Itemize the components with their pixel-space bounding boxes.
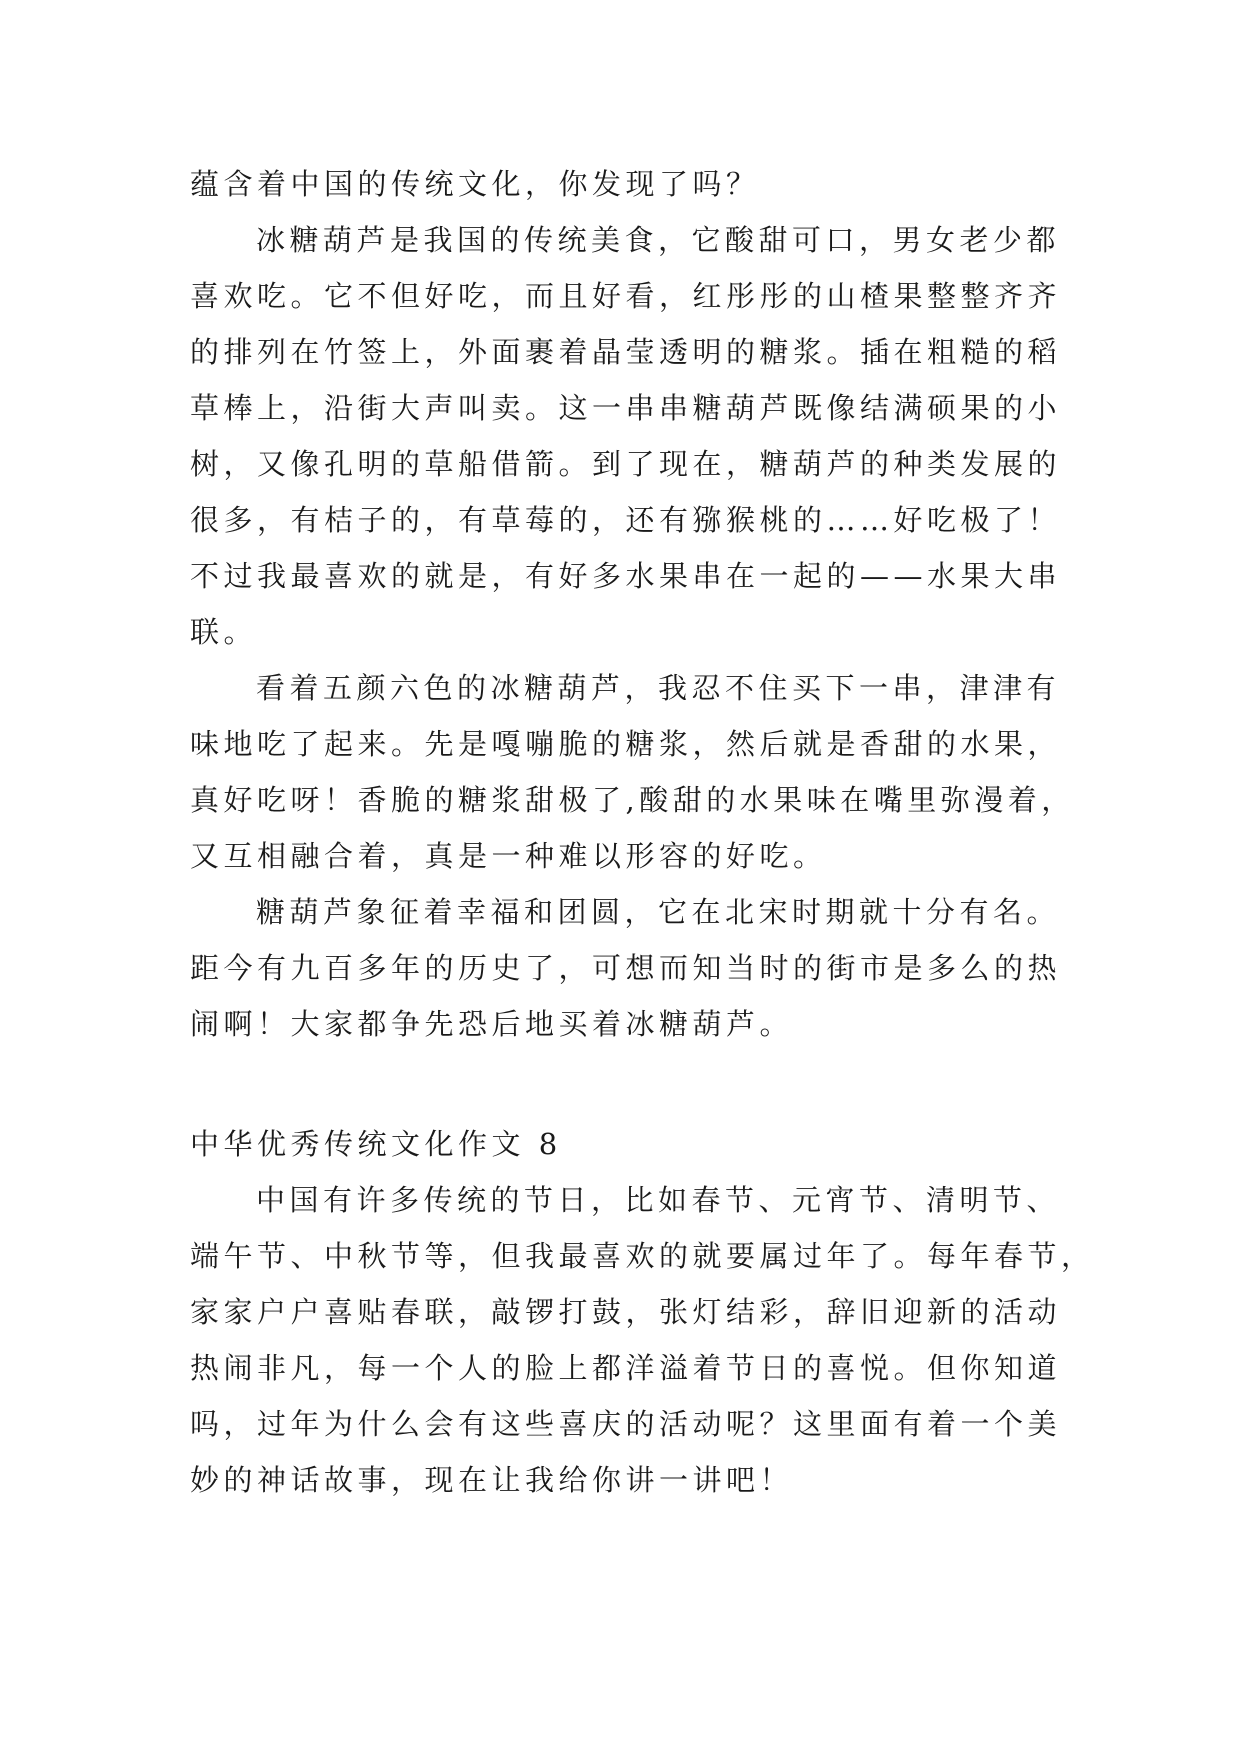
paragraph-first-line: 冰糖葫芦是我国的传统美食，它酸甜可口，男女老少都: [256, 223, 1061, 257]
text-line: 很多，有桔子的，有草莓的，还有猕猴桃的……好吃极了！: [190, 503, 1062, 537]
text-line: 蕴含着中国的传统文化，你发现了吗？: [190, 167, 760, 201]
text-line: 又互相融合着，真是一种难以形容的好吃。: [190, 839, 827, 873]
text-line: 热闹非凡，每一个人的脸上都洋溢着节日的喜悦。但你知道: [190, 1351, 1062, 1385]
text-line: 吗，过年为什么会有这些喜庆的活动呢？这里面有着一个美: [190, 1407, 1062, 1441]
section-heading: 中华优秀传统文化作文 8: [190, 1127, 562, 1161]
text-line: 不过我最喜欢的就是，有好多水果串在一起的——水果大串: [190, 559, 1062, 593]
paragraph-first-line: 看着五颜六色的冰糖葫芦，我忍不住买下一串，津津有: [256, 671, 1061, 705]
text-line: 的排列在竹签上，外面裹着晶莹透明的糖浆。插在粗糙的稻: [190, 335, 1062, 369]
text-line: 树，又像孔明的草船借箭。到了现在，糖葫芦的种类发展的: [190, 447, 1062, 481]
text-line: 闹啊！大家都争先恐后地买着冰糖葫芦。: [190, 1007, 794, 1041]
text-line: 联。: [190, 615, 258, 649]
text-line: 妙的神话故事，现在让我给你讲一讲吧！: [190, 1463, 794, 1497]
text-line: 草棒上，沿街大声叫卖。这一串串糖葫芦既像结满硕果的小: [190, 391, 1062, 425]
text-line: 喜欢吃。它不但好吃，而且好看，红彤彤的山楂果整整齐齐: [190, 279, 1062, 313]
text-line: 味地吃了起来。先是嘎嘣脆的糖浆，然后就是香甜的水果，: [190, 727, 1062, 761]
text-line: 家家户户喜贴春联，敲锣打鼓，张灯结彩，辞旧迎新的活动: [190, 1295, 1062, 1329]
text-line: 真好吃呀！香脆的糖浆甜极了,酸甜的水果味在嘴里弥漫着，: [190, 783, 1075, 817]
paragraph-first-line: 糖葫芦象征着幸福和团圆，它在北宋时期就十分有名。: [256, 895, 1061, 929]
paragraph-first-line: 中国有许多传统的节日，比如春节、元宵节、清明节、: [256, 1183, 1061, 1217]
text-line: 距今有九百多年的历史了，可想而知当时的街市是多么的热: [190, 951, 1062, 985]
text-line: 端午节、中秋节等，但我最喜欢的就要属过年了。每年春节，: [190, 1239, 1095, 1273]
